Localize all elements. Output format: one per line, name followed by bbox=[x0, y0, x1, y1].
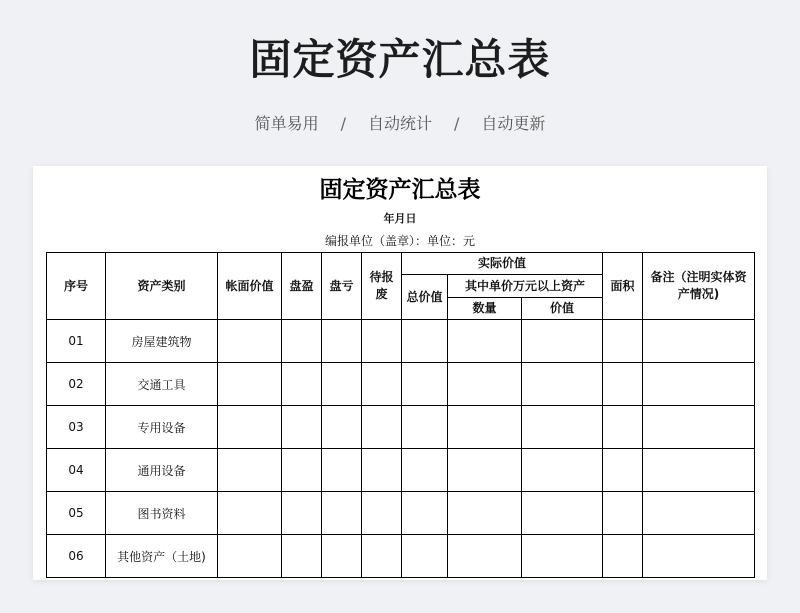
cell-empty[interactable] bbox=[522, 535, 603, 578]
cell-index[interactable]: 04 bbox=[47, 449, 106, 492]
cell-empty[interactable] bbox=[218, 406, 282, 449]
cell-empty[interactable] bbox=[448, 320, 522, 363]
cell-empty[interactable] bbox=[448, 406, 522, 449]
cell-index[interactable]: 06 bbox=[47, 535, 106, 578]
table-row bbox=[47, 492, 755, 535]
table-row bbox=[47, 535, 755, 578]
header-value: 价值 bbox=[522, 298, 603, 320]
cell-empty[interactable] bbox=[322, 320, 362, 363]
cell-empty[interactable] bbox=[402, 363, 448, 406]
cell-empty[interactable] bbox=[322, 363, 362, 406]
header-index: 序号 bbox=[47, 253, 106, 320]
page-title: 固定资产汇总表 bbox=[249, 35, 551, 84]
cell-empty[interactable] bbox=[448, 492, 522, 535]
asset-summary-table bbox=[46, 252, 755, 578]
table-row bbox=[47, 363, 755, 406]
cell-empty[interactable] bbox=[362, 363, 402, 406]
header-total-value: 总价值 bbox=[402, 275, 448, 320]
cell-empty[interactable] bbox=[322, 535, 362, 578]
header-quantity: 数量 bbox=[448, 298, 522, 320]
cell-index[interactable]: 03 bbox=[47, 406, 106, 449]
cell-empty[interactable] bbox=[322, 449, 362, 492]
cell-category[interactable]: 专用设备 bbox=[106, 406, 218, 449]
table-row bbox=[47, 449, 755, 492]
cell-empty[interactable] bbox=[218, 492, 282, 535]
cell-empty[interactable] bbox=[522, 406, 603, 449]
cell-index[interactable]: 05 bbox=[47, 492, 106, 535]
cell-empty[interactable] bbox=[522, 449, 603, 492]
header-book-value: 帐面价值 bbox=[218, 253, 282, 320]
cell-empty[interactable] bbox=[282, 449, 322, 492]
cell-empty[interactable] bbox=[282, 492, 322, 535]
header-category: 资产类别 bbox=[106, 253, 218, 320]
cell-empty[interactable] bbox=[402, 535, 448, 578]
cell-empty[interactable] bbox=[643, 320, 755, 363]
cell-empty[interactable] bbox=[603, 363, 643, 406]
cell-empty[interactable] bbox=[402, 449, 448, 492]
table-row bbox=[47, 406, 755, 449]
header-loss: 盘亏 bbox=[322, 253, 362, 320]
cell-empty[interactable] bbox=[362, 535, 402, 578]
header-area: 面积 bbox=[603, 253, 643, 320]
tagline bbox=[0, 112, 800, 136]
cell-empty[interactable] bbox=[362, 320, 402, 363]
cell-empty[interactable] bbox=[603, 406, 643, 449]
table-row bbox=[47, 320, 755, 363]
sheet-title: 固定资产汇总表 bbox=[319, 177, 481, 203]
cell-empty[interactable] bbox=[643, 492, 755, 535]
cell-category[interactable]: 图书资料 bbox=[106, 492, 218, 535]
header-remarks: 备注（注明实体资产情况) bbox=[643, 253, 755, 320]
cell-empty[interactable] bbox=[218, 449, 282, 492]
header-actual-value: 实际价值 bbox=[402, 253, 603, 275]
cell-empty[interactable] bbox=[362, 406, 402, 449]
tag-auto-update: 自动更新 bbox=[481, 114, 546, 133]
tag-auto-stats: 自动统计 bbox=[367, 114, 432, 133]
cell-empty[interactable] bbox=[218, 320, 282, 363]
cell-empty[interactable] bbox=[643, 363, 755, 406]
cell-empty[interactable] bbox=[322, 492, 362, 535]
cell-empty[interactable] bbox=[603, 320, 643, 363]
cell-empty[interactable] bbox=[322, 406, 362, 449]
cell-category[interactable]: 其他资产（土地) bbox=[106, 535, 218, 578]
sheet-unit-line: 编报单位（盖章）：单位：元 bbox=[324, 234, 475, 248]
cell-category[interactable]: 通用设备 bbox=[106, 449, 218, 492]
cell-category[interactable]: 交通工具 bbox=[106, 363, 218, 406]
spreadsheet-preview bbox=[33, 166, 767, 580]
cell-empty[interactable] bbox=[282, 320, 322, 363]
cell-empty[interactable] bbox=[448, 535, 522, 578]
cell-empty[interactable] bbox=[603, 535, 643, 578]
cell-empty[interactable] bbox=[282, 363, 322, 406]
header-over-10k: 其中单价万元以上资产 bbox=[448, 275, 603, 298]
cell-empty[interactable] bbox=[402, 406, 448, 449]
cell-empty[interactable] bbox=[362, 492, 402, 535]
cell-empty[interactable] bbox=[362, 449, 402, 492]
sheet-date: 年月日 bbox=[383, 212, 417, 225]
tag-easy: 简单易用 bbox=[254, 114, 319, 133]
cell-empty[interactable] bbox=[402, 492, 448, 535]
cell-empty[interactable] bbox=[282, 535, 322, 578]
cell-empty[interactable] bbox=[603, 492, 643, 535]
cell-empty[interactable] bbox=[603, 449, 643, 492]
header-pending-scrap: 待报废 bbox=[362, 253, 402, 320]
cell-empty[interactable] bbox=[448, 449, 522, 492]
cell-empty[interactable] bbox=[218, 363, 282, 406]
cell-index[interactable]: 01 bbox=[47, 320, 106, 363]
header-surplus: 盘盈 bbox=[282, 253, 322, 320]
cell-empty[interactable] bbox=[522, 320, 603, 363]
cell-empty[interactable] bbox=[448, 363, 522, 406]
cell-empty[interactable] bbox=[218, 535, 282, 578]
cell-empty[interactable] bbox=[643, 449, 755, 492]
cell-index[interactable]: 02 bbox=[47, 363, 106, 406]
cell-empty[interactable] bbox=[522, 363, 603, 406]
tag-separator: / bbox=[454, 114, 460, 133]
cell-empty[interactable] bbox=[402, 320, 448, 363]
cell-category[interactable]: 房屋建筑物 bbox=[106, 320, 218, 363]
tag-separator: / bbox=[340, 114, 346, 133]
cell-empty[interactable] bbox=[522, 492, 603, 535]
cell-empty[interactable] bbox=[643, 535, 755, 578]
cell-empty[interactable] bbox=[643, 406, 755, 449]
cell-empty[interactable] bbox=[282, 406, 322, 449]
